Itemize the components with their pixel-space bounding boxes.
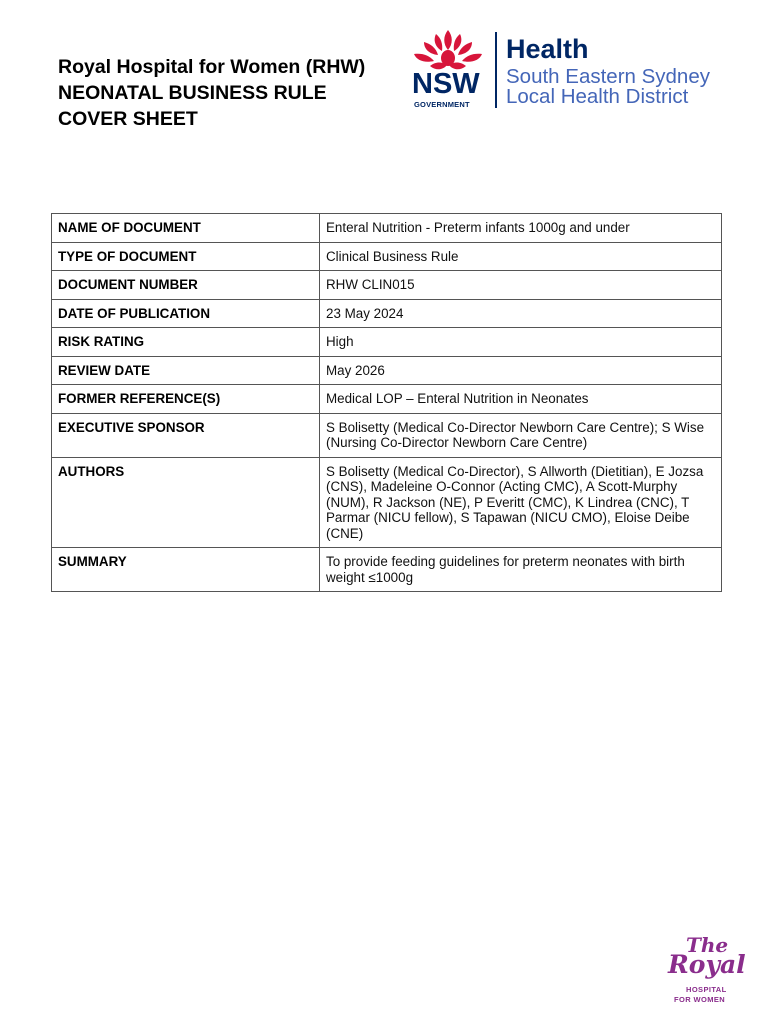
row-value: S Bolisetty (Medical Co-Director Newborn Care Centre); S Wise (Nursing Co-Director Newborn Care Centre) <box>320 413 722 457</box>
district-line-2: Local Health District <box>506 85 689 108</box>
government-wordmark: GOVERNMENT <box>414 100 470 109</box>
royal-for-women-line: FOR WOMEN <box>674 995 726 1004</box>
row-label: TYPE OF DOCUMENT <box>52 242 320 271</box>
nsw-wordmark: NSW <box>412 68 480 100</box>
row-value: Enteral Nutrition - Preterm infants 1000g and under <box>320 214 722 243</box>
row-label: NAME OF DOCUMENT <box>52 214 320 243</box>
row-label: AUTHORS <box>52 457 320 548</box>
row-value: May 2026 <box>320 356 722 385</box>
logo-divider <box>495 32 497 108</box>
table-row <box>52 413 722 457</box>
row-label: DATE OF PUBLICATION <box>52 299 320 328</box>
health-wordmark: Health <box>506 34 589 64</box>
row-label: EXECUTIVE SPONSOR <box>52 413 320 457</box>
row-value: To provide feeding guidelines for preterm neonates with birth weight ≤1000g <box>320 548 722 592</box>
table-row <box>52 328 722 357</box>
row-value: Clinical Business Rule <box>320 242 722 271</box>
table-row <box>52 242 722 271</box>
table-row <box>52 385 722 414</box>
table-row <box>52 214 722 243</box>
row-label: DOCUMENT NUMBER <box>52 271 320 300</box>
table-row <box>52 548 722 592</box>
title-line-1: Royal Hospital for Women (RHW) <box>58 56 366 78</box>
royal-the-wordmark: The <box>686 933 729 957</box>
title-line-2: NEONATAL BUSINESS RULE <box>58 82 327 104</box>
row-label: REVIEW DATE <box>52 356 320 385</box>
row-value: 23 May 2024 <box>320 299 722 328</box>
row-label: SUMMARY <box>52 548 320 592</box>
table-row <box>52 299 722 328</box>
row-value: High <box>320 328 722 357</box>
royal-hospital-line: HOSPITAL <box>686 985 727 994</box>
table-row <box>52 356 722 385</box>
row-value: S Bolisetty (Medical Co-Director), S Allworth (Dietitian), E Jozsa (CNS), Madeleine O-Connor (Acting CMC), A Scott-Murphy (NUM), R Jackson (NE), P Everitt (CMC), K Lindrea (CNC), T Parmar (NICU fellow), S Tapawan (NICU CMO), Eloise Deibe (CNE) <box>320 457 722 548</box>
royal-wordmark: Royal <box>668 950 746 979</box>
row-label: FORMER REFERENCE(S) <box>52 385 320 414</box>
row-value: Medical LOP – Enteral Nutrition in Neonates <box>320 385 722 414</box>
cover-sheet-table <box>51 213 722 592</box>
document-title <box>58 54 365 132</box>
royal-hospital-logo <box>664 935 744 1007</box>
row-value: RHW CLIN015 <box>320 271 722 300</box>
table-row <box>52 271 722 300</box>
nsw-health-logo <box>408 28 728 108</box>
title-line-3: COVER SHEET <box>58 108 198 130</box>
table-row <box>52 457 722 548</box>
row-label: RISK RATING <box>52 328 320 357</box>
district-line-1: South Eastern Sydney <box>506 65 710 88</box>
